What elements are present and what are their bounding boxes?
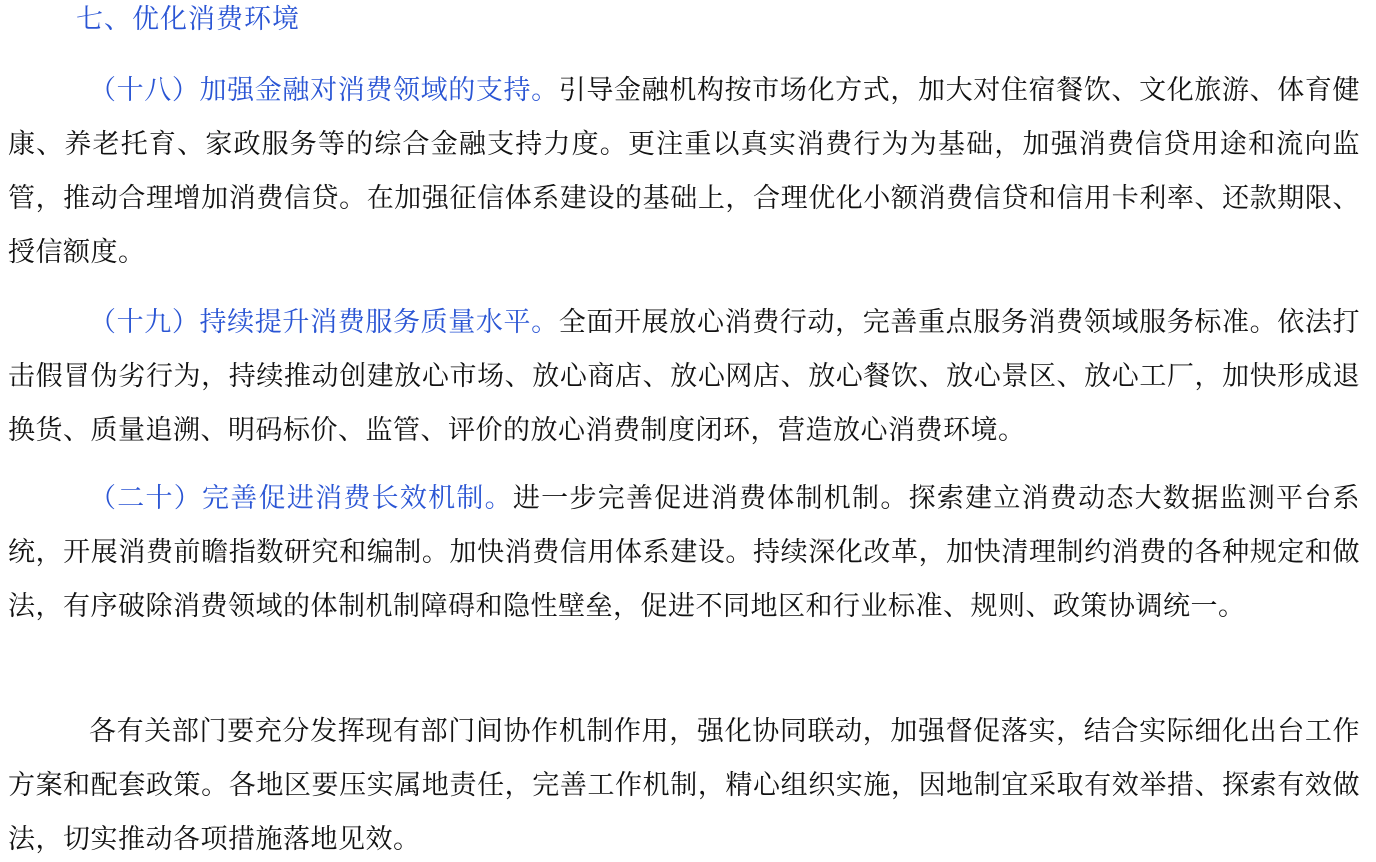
- paragraph-20: [8, 472, 1360, 634]
- paragraph-19: [8, 296, 1360, 458]
- closing-paragraph-body: 各有关部门要充分发挥现有部门间协作机制作用，强化协同联动，加强督促落实，结合实际细化出台工作方案和配套政策。各地区要压实属地责任，完善工作机制，精心组织实施，因地制宜采取有效举措、探索有效做法，切实推动各项措施落地见效。: [8, 716, 1360, 855]
- paragraph-19-body: 全面开展放心消费行动，完善重点服务消费领域服务标准。依法打击假冒伪劣行为，持续推动创建放心市场、放心商店、放心网店、放心餐饮、放心景区、放心工厂，加快形成退换货、质量追溯、明码标价、监管、评价的放心消费制度闭环，营造放心消费环境。: [8, 307, 1361, 446]
- section-heading: 七、优化消费环境: [76, 4, 300, 35]
- closing-paragraph: [8, 705, 1360, 862]
- paragraph-20-body: 进一步完善促进消费体制机制。探索建立消费动态大数据监测平台系统，开展消费前瞻指数研究和编制。加快消费信用体系建设。持续深化改革，加快清理制约消费的各种规定和做法，有序破除消费领域的体制机制障碍和隐性壁垒，促进不同地区和行业标准、规则、政策协调统一。: [8, 483, 1361, 622]
- paragraph-18-body: 引导金融机构按市场化方式，加大对住宿餐饮、文化旅游、体育健康、养老托育、家政服务等的综合金融支持力度。更注重以真实消费行为为基础，加强消费信贷用途和流向监管，推动合理增加消费信贷。在加强征信体系建设的基础上，合理优化小额消费信贷和信用卡利率、还款期限、授信额度。: [8, 75, 1361, 268]
- paragraph-20-heading: （二十）完善促进消费长效机制。: [89, 483, 513, 514]
- paragraph-18: [8, 64, 1360, 280]
- paragraph-19-heading: （十九）持续提升消费服务质量水平。: [89, 307, 559, 338]
- paragraph-18-heading: （十八）加强金融对消费领域的支持。: [89, 75, 559, 106]
